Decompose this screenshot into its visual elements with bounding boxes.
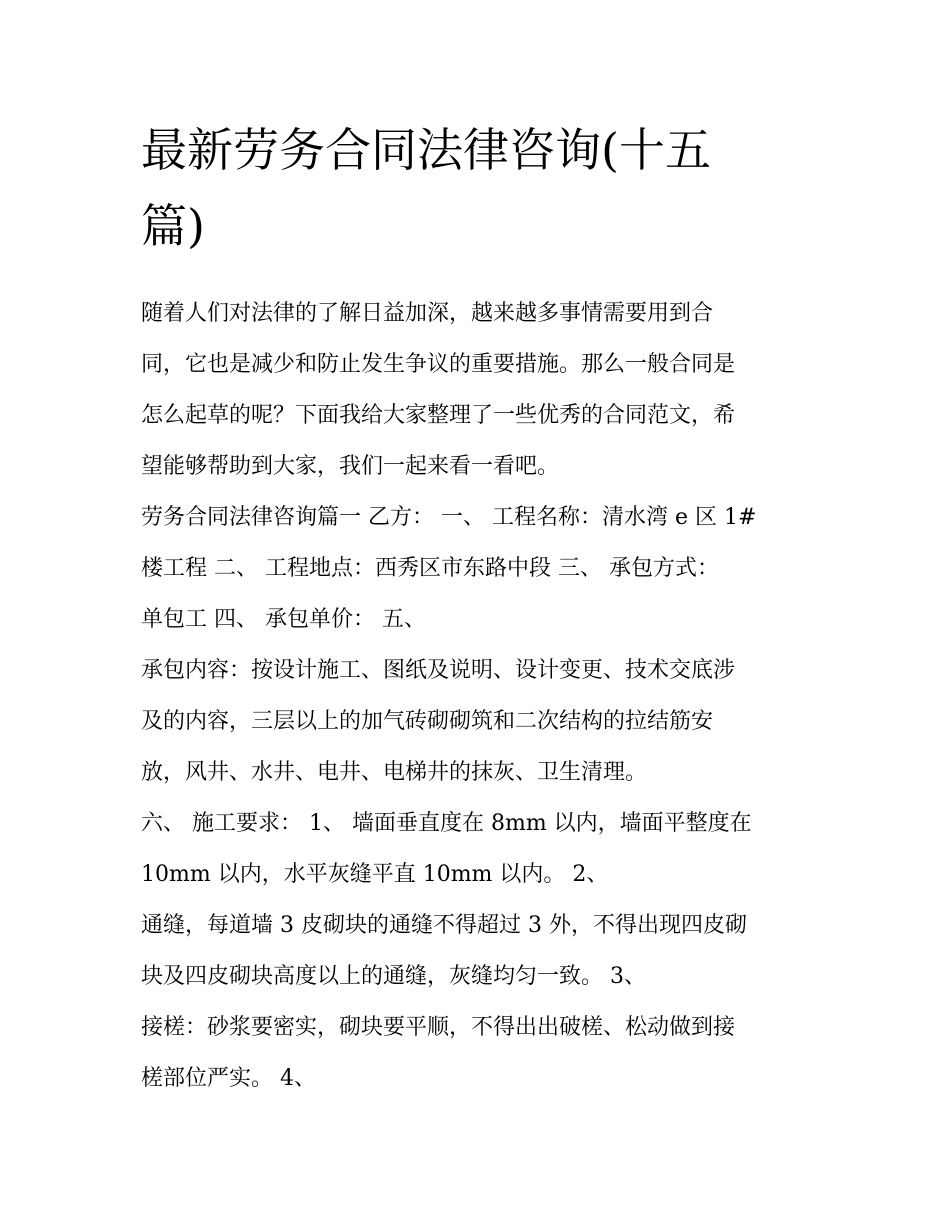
text-line: 单包工 四、 承包单价： 五、: [141, 607, 426, 632]
text-line: 望能够帮助到大家，我们一起来看一看吧。: [141, 454, 560, 479]
title-line: 最新劳务合同法律咨询(十五: [141, 123, 711, 177]
text-line: 槎部位严实。 4、: [141, 1066, 316, 1091]
text-line: 劳务合同法律咨询篇一 乙方： 一、 工程名称：清水湾 e 区 1#: [141, 505, 757, 530]
text-line: 随着人们对法律的了解日益加深，越来越多事情需要用到合: [141, 301, 714, 326]
title-line: 篇): [141, 199, 205, 253]
text-line: 六、 施工要求： 1、 墙面垂直度在 8mm 以内，墙面平整度在: [141, 811, 752, 836]
text-line: 楼工程 二、 工程地点：西秀区市东路中段 三、 承包方式：: [141, 556, 719, 581]
document-title: [141, 112, 813, 264]
document-body: [141, 112, 813, 1104]
text-line: 同，它也是减少和防止发生争议的重要措施。那么一般合同是: [141, 352, 736, 377]
text-line: 块及四皮砌块高度以上的通缝，灰缝均匀一致。 3、: [141, 964, 646, 989]
text-line: 通缝，每道墙 3 皮砌块的通缝不得超过 3 外，不得出现四皮砌: [141, 913, 747, 938]
text-line: 放，风井、水井、电井、电梯井的抹灰、卫生清理。: [141, 760, 648, 785]
text-line: 10mm 以内，水平灰缝平直 10mm 以内。 2、: [141, 862, 609, 887]
document-text: [141, 288, 813, 1104]
text-line: 及的内容，三层以上的加气砖砌砌筑和二次结构的拉结筋安: [141, 709, 714, 734]
text-line: 承包内容：按设计施工、图纸及说明、设计变更、技术交底涉: [141, 658, 736, 683]
text-line: 怎么起草的呢？下面我给大家整理了一些优秀的合同范文，希: [141, 403, 736, 428]
text-line: 接槎：砂浆要密实，砌块要平顺，不得出出破槎、松动做到接: [141, 1015, 736, 1040]
